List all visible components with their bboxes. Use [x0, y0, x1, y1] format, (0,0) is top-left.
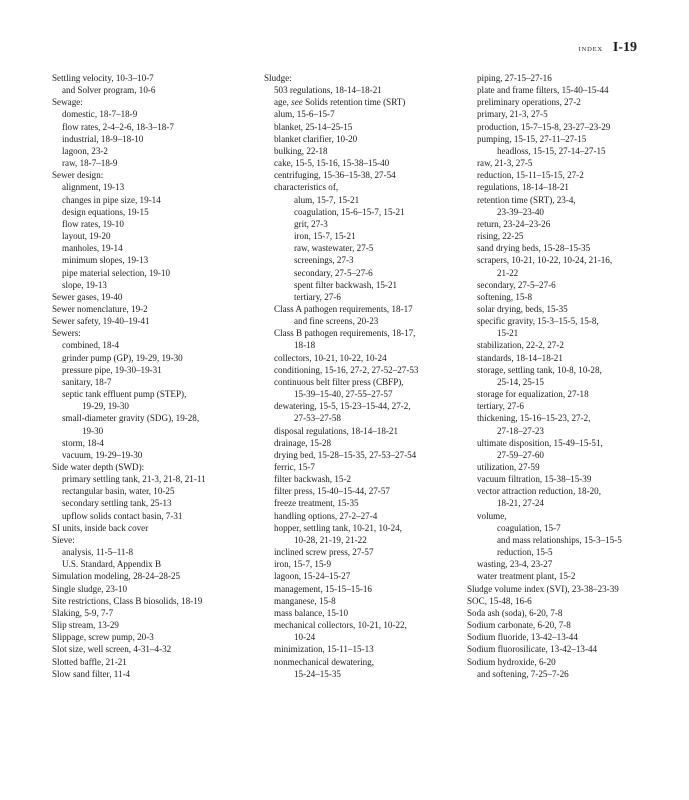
index-entry: Sewage:	[52, 97, 83, 108]
index-entry: Sieve:	[52, 534, 75, 545]
index-entry: minimization, 15-11–15-13	[274, 644, 374, 655]
index-entry: Simulation modeling, 28-24–28-25	[52, 571, 181, 582]
index-entry: volume,	[477, 510, 507, 521]
index-entry: Sodium fluoride, 13-42–13-44	[467, 632, 578, 643]
index-entry: continuous belt filter press (CBFP),	[274, 376, 404, 387]
index-entry: raw, wastewater, 27-5	[294, 243, 374, 254]
index-entry: Slot size, well screen, 4-31–4-32	[52, 644, 172, 655]
index-entry: Sodium carbonate, 6-20, 7-8	[467, 620, 571, 631]
index-entry: domestic, 18-7–18-9	[62, 109, 138, 120]
index-entry: Slippage, screw pump, 20-3	[52, 632, 154, 643]
index-entry: collectors, 10-21, 10-22, 10-24	[274, 352, 387, 363]
index-entry: minimum slopes, 19-13	[62, 255, 149, 266]
index-entry: 18-18	[294, 340, 316, 351]
index-entry: SOC, 15-48, 16-6	[467, 595, 532, 606]
index-entry: primary, 21-3, 27-5	[477, 109, 548, 120]
index-entry: centrifuging, 15-36–15-38, 27-54	[274, 170, 396, 181]
running-head-index: INDEX	[578, 46, 603, 53]
index-entry: cake, 15-5, 15-16, 15-38–15-40	[274, 158, 390, 169]
index-entry: and fine screens, 20-23	[294, 316, 379, 327]
index-entry: Sewer nomenclature, 19-2	[52, 303, 148, 314]
index-entry: ultimate disposition, 15-49–15-51,	[477, 437, 603, 448]
index-entry: production, 15-7–15-8, 23-27–23-29	[477, 121, 611, 132]
index-entry: manholes, 19-14	[62, 243, 123, 254]
index-entry: sanitary, 18-7	[62, 376, 112, 387]
index-entry: and Solver program, 10-6	[62, 85, 156, 96]
index-entry: design equations, 19-15	[62, 206, 149, 217]
index-entry: standards, 18-14–18-21	[477, 352, 563, 363]
index-entry: utilization, 27-59	[477, 462, 540, 472]
index-entry: storage, settling tank, 10-8, 10-28,	[477, 364, 602, 375]
index-entry: Side water depth (SWD):	[52, 462, 145, 472]
index-entry: mass balance, 15-10	[274, 607, 348, 618]
index-entry: 21-22	[497, 267, 519, 278]
index-entry: 503 regulations, 18-14–18-21	[274, 85, 382, 96]
index-entry: Sewer safety, 19-40–19-41	[52, 316, 150, 327]
index-entry: thickening, 15-16–15-23, 27-2,	[477, 413, 591, 424]
index-entry: slope, 19-13	[62, 279, 107, 290]
index-entry: solar drying, beds, 15-35	[477, 303, 568, 314]
index-entry: characteristics of,	[274, 182, 339, 193]
index-entry: iron, 15-7, 15-21	[294, 231, 356, 242]
index-entry: 18-21, 27-24	[497, 498, 544, 509]
index-entry: hopper, settling tank, 10-21, 10-24,	[274, 522, 402, 533]
index-entry: pressure pipe, 19-30–19-31	[62, 364, 162, 375]
index-entry: Single sludge, 23-10	[52, 583, 128, 594]
index-entry: coagulation, 15-7	[497, 522, 561, 533]
index-entry: screenings, 27-3	[294, 255, 354, 266]
index-entry: upflow solids contact basin, 7-31	[62, 510, 183, 521]
index-entry: drying bed, 15-28–15-35, 27-53–27-54	[274, 449, 417, 460]
index-entry: plate and frame filters, 15-40–15-44	[477, 85, 609, 96]
index-entry: Sludge:	[264, 73, 292, 83]
index-entry: alignment, 19-13	[62, 182, 125, 193]
index-entry: septic tank effluent pump (STEP),	[62, 389, 187, 400]
index-entry: industrial, 18-9–18-10	[62, 133, 144, 144]
index-entry: age, see Solids retention time (SRT)	[274, 97, 406, 108]
index-entry: Slotted baffle, 21-21	[52, 656, 127, 667]
index-entry: specific gravity, 15-3–15-5, 15-8,	[477, 316, 599, 327]
index-entry: raw, 18-7–18-9	[62, 158, 118, 169]
index-entry: secondary settling tank, 25-13	[62, 498, 172, 509]
index-column-1	[52, 72, 252, 680]
index-entry: flow rates, 19-10	[62, 218, 124, 229]
index-entry: 10-24	[294, 632, 316, 643]
index-entry: iron, 15-7, 15-9	[274, 559, 332, 570]
index-entry: secondary, 27-5–27-6	[294, 267, 373, 278]
index-entry: conditioning, 15-16, 27-2, 27-52–27-53	[274, 364, 419, 375]
index-entry: vector attraction reduction, 18-20,	[477, 486, 601, 497]
index-entry: handling options, 27-2–27-4	[274, 510, 378, 521]
index-entry: grit, 27-3	[294, 218, 328, 229]
index-entry: Sewer design:	[52, 170, 104, 181]
index-entry: preliminary operations, 27-2	[477, 97, 581, 108]
index-entry: Sodium hydroxide, 6-20	[467, 656, 556, 667]
index-entry: 19-29, 19-30	[82, 401, 129, 412]
index-entry: rectangular basin, water, 10-25	[62, 486, 175, 497]
index-entry: regulations, 18-14–18-21	[477, 182, 569, 193]
index-entry: Class A pathogen requirements, 18-17	[274, 303, 413, 314]
index-entry: retention time (SRT), 23-4,	[477, 194, 576, 205]
index-entry: Slow sand filter, 11-4	[52, 668, 131, 679]
index-entry: 15-24–15-35	[294, 668, 341, 679]
index-entry: Sodium fluorosilicate, 13-42–13-44	[467, 644, 598, 655]
index-entry: freeze treatment, 15-35	[274, 498, 359, 509]
index-entry: and softening, 7-25–7-26	[477, 668, 569, 679]
index-entry: Soda ash (soda), 6-20, 7-8	[467, 607, 563, 618]
index-entry: tertiary, 27-6	[294, 291, 341, 302]
index-entry: rising, 22-25	[477, 231, 524, 242]
index-entry: 15-39–15-40, 27-55–27-57	[294, 389, 393, 400]
index-entry: vacuum filtration, 15-38–15-39	[477, 474, 592, 485]
index-entry: changes in pipe size, 19-14	[62, 194, 161, 205]
index-entry: 19-30	[82, 425, 104, 436]
index-entry: drainage, 15-28	[274, 437, 332, 448]
index-entry: storm, 18-4	[62, 437, 104, 448]
index-entry: blanket, 25-14–25-15	[274, 121, 353, 132]
index-entry: nonmechanical dewatering,	[274, 656, 374, 667]
index-entry: alum, 15-6–15-7	[274, 109, 335, 120]
index-entry: 23-39–23-40	[497, 206, 544, 217]
index-entry: analysis, 11-5–11-8	[62, 547, 134, 558]
index-entry: return, 23-24–23-26	[477, 218, 551, 229]
index-entry: Settling velocity, 10-3–10-7	[52, 73, 154, 83]
index-entry: filter backwash, 15-2	[274, 474, 352, 485]
index-entry: reduction, 15-5	[497, 547, 553, 558]
index-entry: Sludge volume index (SVI), 23-38–23-39	[467, 583, 619, 594]
page-number: I-19	[612, 40, 637, 55]
index-entry: headloss, 15-15, 27-14–27-15	[497, 145, 606, 156]
index-entry: disposal regulations, 18-14–18-21	[274, 425, 399, 436]
index-entry: manganese, 15-8	[274, 595, 336, 606]
index-entry: combined, 18-4	[62, 340, 120, 351]
index-entry: storage for equalization, 27-18	[477, 389, 589, 400]
index-entry: and mass relationships, 15-3–15-5	[497, 534, 622, 545]
index-entry: vacuum, 19-29–19-30	[62, 449, 143, 460]
index-entry: layout, 19-20	[62, 231, 111, 242]
index-entry: primary settling tank, 21-3, 21-8, 21-11	[62, 474, 206, 485]
index-entry: softening, 15-8	[477, 291, 533, 302]
index-entry: inclined screw press, 27-57	[274, 547, 374, 558]
index-entry: tertiary, 27-6	[477, 401, 524, 412]
index-entry: ferric, 15-7	[274, 462, 315, 472]
index-entry: secondary, 27-5–27-6	[477, 279, 556, 290]
index-entry: Sewers:	[52, 328, 81, 339]
index-entry: stabilization, 22-2, 27-2	[477, 340, 564, 351]
index-entry: raw, 21-3, 27-5	[477, 158, 533, 169]
page-header	[579, 40, 637, 56]
index-entry: U.S. Standard, Appendix B	[62, 559, 162, 570]
index-column-2	[264, 72, 462, 680]
index-entry: 25-14, 25-15	[497, 376, 544, 387]
index-entry: reduction, 15-11–15-15, 27-2	[477, 170, 584, 181]
index-entry: filter press, 15-40–15-44, 27-57	[274, 486, 390, 497]
index-entry: Class B pathogen requirements, 18-17,	[274, 328, 416, 339]
index-entry: lagoon, 23-2	[62, 145, 108, 156]
index-column-3	[467, 72, 657, 680]
index-entry: blanket clarifier, 10-20	[274, 133, 358, 144]
index-entry: small-diameter gravity (SDG), 19-28,	[62, 413, 200, 424]
index-entry: Site restrictions, Class B biosolids, 18-19	[52, 595, 203, 606]
index-entry: Slip stream, 13-29	[52, 620, 119, 631]
index-entry: piping, 27-15–27-16	[477, 73, 552, 83]
index-entry: management, 15-15–15-16	[274, 583, 372, 594]
index-entry: coagulation, 15-6–15-7, 15-21	[294, 206, 405, 217]
index-entry: 10-28, 21-19, 21-22	[294, 534, 367, 545]
index-entry: grinder pump (GP), 19-29, 19-30	[62, 352, 183, 363]
index-entry: pumping, 15-15, 27-11–27-15	[477, 133, 587, 144]
index-entry: 27-18–27-23	[497, 425, 544, 436]
index-entry: 27-59–27-60	[497, 449, 544, 460]
index-entry: Sewer gases, 19-40	[52, 291, 123, 302]
index-entry: alum, 15-7, 15-21	[294, 194, 360, 205]
index-entry: 27-53–27-58	[294, 413, 341, 424]
index-entry: SI units, inside back cover	[52, 522, 149, 533]
index-entry: lagoon, 15-24–15-27	[274, 571, 351, 582]
index-entry: 15-21	[497, 328, 519, 339]
index-entry: mechanical collectors, 10-21, 10-22,	[274, 620, 407, 631]
index-entry: bulking, 22-18	[274, 145, 328, 156]
index-entry: water treatment plant, 15-2	[477, 571, 576, 582]
index-entry: flow rates, 2-4–2-6, 18-3–18-7	[62, 121, 174, 132]
index-entry: scrapers, 10-21, 10-22, 10-24, 21-16,	[477, 255, 613, 266]
index-entry: pipe material selection, 19-10	[62, 267, 171, 278]
index-entry: spent filter backwash, 15-21	[294, 279, 398, 290]
index-entry: Slaking, 5-9, 7-7	[52, 607, 114, 618]
index-entry: wasting, 23-4, 23-27	[477, 559, 553, 570]
index-entry: sand drying beds, 15-28–15-35	[477, 243, 591, 254]
index-entry: dewatering, 15-5, 15-23–15-44, 27-2,	[274, 401, 411, 412]
